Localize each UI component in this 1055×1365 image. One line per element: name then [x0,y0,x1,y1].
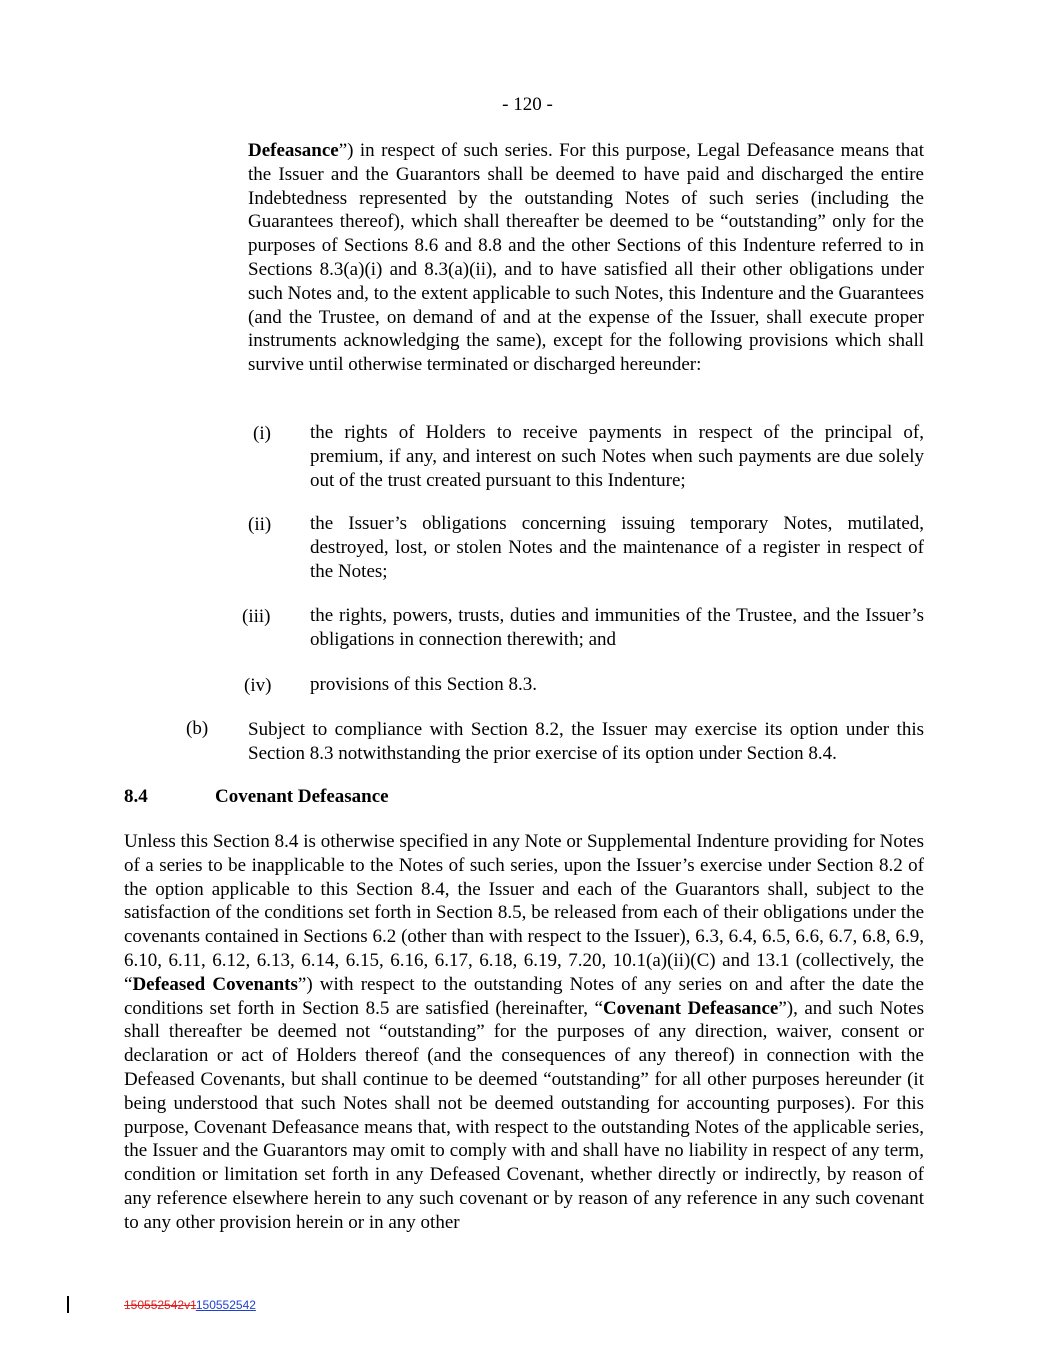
intro-bold-term: Defeasance [248,140,339,161]
body-part-3: ”), and such Notes shall thereafter be deemed not “outstanding” for the purposes of any direction, waiver, consent or declaration or act of Holders thereof (and the consequences of any thereof) in connection with the Defeased Covenants, but shall continue to be deemed “outstanding” for all other purposes hereunder (it being understood that such Notes shall not be deemed outstanding for accounting purposes). For this purpose, Covenant Defeasance means that, with respect to the outstanding Notes of the applicable series, the Issuer and the Guarantors may omit to comply with and shall have no liability in respect of any term, condition or limitation set forth in any Defeased Covenant, whether directly or indirectly, by reason of any reference elsewhere herein to any such covenant or by reason of any reference in any such covenant to any other provision herein or in any other [124,997,925,1233]
clause-b-text: Subject to compliance with Section 8.2, the Issuer may exercise its option under this Section 8.3 notwithstanding the prior exercise of its option under Section 8.4. [248,719,924,764]
defined-term-covenant-defeasance: Covenant Defeasance [602,997,779,1019]
section-title: Covenant Defeasance [215,786,389,807]
item-text-ii: the Issuer’s obligations concerning issuing temporary Notes, mutilated, destroyed, lost, or stolen Notes and the maintenance of a register in respect of the Notes; [310,513,924,582]
inserted-doc-id: 150552542 [195,1298,256,1312]
intro-paragraph [248,139,924,377]
defined-term-defeased-covenants: Defeased Covenants [132,973,298,995]
intro-text: ”) in respect of such series. For this purpose, Legal Defeasance means that the Issuer and the Guarantors shall be deemed to have paid and discharged the entire Indebtedness represented by the outstanding Notes of such series (including the Guarantees thereof), which shall thereafter be deemed to be “outstanding” only for the purposes of Sections 8.6 and 8.8 and the other Sections of this Indenture referred to in Sections 8.3(a)(i) and 8.3(a)(ii), and to have satisfied all their other obligations under such Notes and, to the extent applicable to such Notes, this Indenture and the Guarantees (and the Trustee, on demand of and at the expense of the Issuer, shall execute proper instruments acknowledging the same), except for the following provisions which shall survive until otherwise terminated or discharged hereunder: [248,140,924,376]
section-heading [124,786,389,808]
item-text-iii: the rights, powers, trusts, duties and immunities of the Trustee, and the Issuer’s obligations in connection therewith; and [310,605,924,650]
section-body-paragraph [124,830,924,1235]
item-text-i: the rights of Holders to receive payments in respect of the principal of, premium, if any, and interest on such Notes when such payments are due solely out of the trust created pursuant to this Indenture; [310,422,924,491]
document-id-footer [124,1298,256,1312]
page-number: - 120 - [502,94,553,115]
item-label-iii: (iii) [242,606,271,627]
item-label-ii: (ii) [248,514,272,535]
body-part-2: ”) with respect to the outstanding Notes of any series on and after the date the conditions set forth in Section 8.5 are satisfied (hereinafter, “ [124,973,924,1019]
section-number: 8.4 [124,786,148,807]
item-label-i: (i) [253,423,271,444]
item-text-iv: provisions of this Section 8.3. [310,674,537,695]
change-bar [67,1296,69,1313]
deleted-doc-id: 150552542v1 [124,1298,196,1312]
clause-b-label: (b) [186,718,209,739]
body-part-1: Unless this Section 8.4 is otherwise specified in any Note or Supplemental Indenture providing for Notes of a series to be inapplicable to the Notes of such series, upon the Issuer’s exercise under Section 8.2 of the option applicable to this Section 8.4, the Issuer and each of the Guarantors shall, subject to the satisfaction of the conditions set forth in Section 8.5, be released from each of their obligations under the covenants contained in Sections 6.2 (other than with respect to the Issuer), 6.3, 6.4, 6.5, 6.6, 6.7, 6.8, 6.9, 6.10, 6.11, 6.12, 6.13, 6.14, 6.15, 6.16, 6.17, 6.18, 6.19, 7.20, 10.1(a)(ii)(C) and 13.1 (collectively, the “ [124,831,924,995]
item-label-iv: (iv) [244,675,272,696]
